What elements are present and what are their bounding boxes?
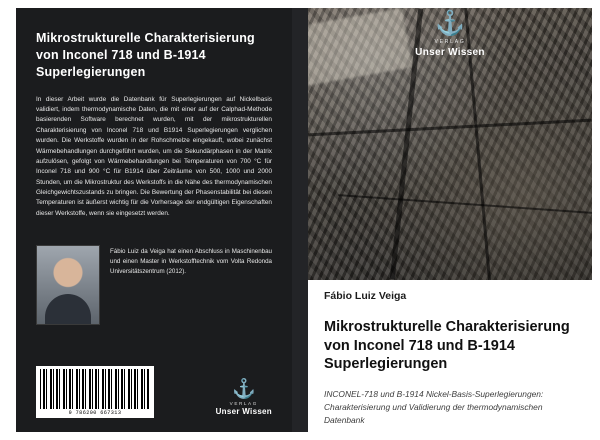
front-cover-title: Mikrostrukturelle Charakterisierung von Inconel 718 und B-1914 Superlegierungen bbox=[324, 319, 570, 373]
publisher-mark-label: VERLAG bbox=[434, 39, 466, 45]
front-cover-subtitle: INCONEL-718 und B-1914 Nickel-Basis-Superlegierungen: Charakterisierung und Validierung der thermodynamischen Datenbank bbox=[324, 388, 544, 425]
publisher-mark-label: VERLAG bbox=[229, 401, 258, 406]
back-cover-title: Mikrostrukturelle Charakterisierung von Inconel 718 und B-1914 Superlegierungen bbox=[36, 31, 255, 79]
front-cover-publisher-logo bbox=[308, 12, 592, 58]
barcode-bars bbox=[40, 369, 150, 409]
anchor-icon: ⚓ bbox=[435, 10, 465, 37]
photo-texture-line bbox=[338, 194, 592, 216]
front-cover-panel bbox=[308, 8, 592, 432]
barcode-icon bbox=[36, 366, 154, 418]
photo-texture-line bbox=[308, 119, 592, 137]
front-cover-photo bbox=[308, 8, 592, 280]
front-cover-text-block bbox=[308, 280, 592, 432]
anchor-icon: ⚓ bbox=[231, 379, 256, 400]
back-cover-footer bbox=[36, 366, 272, 418]
author-portrait-image bbox=[36, 245, 100, 325]
author-biography: Fábio Luiz da Veiga hat einen Abschluss in Maschinenbau und einen Master in Werkstofftechnik vom Volta Redonda Universitätszentrum (2012). bbox=[110, 248, 272, 275]
author-block bbox=[36, 245, 272, 325]
publisher-name: Unser Wissen bbox=[215, 407, 272, 416]
book-spine bbox=[292, 8, 308, 432]
publisher-name: Unser Wissen bbox=[415, 47, 485, 58]
back-cover-abstract: In dieser Arbeit wurde die Datenbank für Superlegierungen auf Nickelbasis validiert, indem thermodynamische Daten, die mit einer auf der Calphad-Methode basierenden Software berechnet wurden, mit der mikrostrukturellen Charakterisierung von Inconel 718 und B1914 Superlegierungen verglichen wurden. Die Werkstoffe wurden in der Rohschmelze eingekauft, wobei zunächst Wärmebehandlungen durchgeführt wurden, um die Sekundärphasen in der Matrix aufzulösen, gefolgt von Wärmebehandlungen bei Temperaturen von 700 °C für Inconel 718 und 900 °C für B1914 über Zeiträume von 500, 1000 und 2000 Stunden, um die Mikrostruktur des Werkstoffs in die Nähe des thermodynamischen Gleichgewichtszustands zu bringen. Die Bewertung der Phasenstabilität bei diesen Temperaturen ist äußerst wichtig für die Vorhersage der endgültigen Eigenschaften dieser Werkstoffe, wenn sie eingesetzt werden. bbox=[36, 95, 272, 217]
back-cover-panel bbox=[16, 8, 292, 432]
front-cover-author: Fábio Luiz Veiga bbox=[324, 290, 407, 302]
back-cover-publisher-logo bbox=[216, 380, 272, 418]
barcode-number: 9 786200 667313 bbox=[68, 410, 122, 416]
